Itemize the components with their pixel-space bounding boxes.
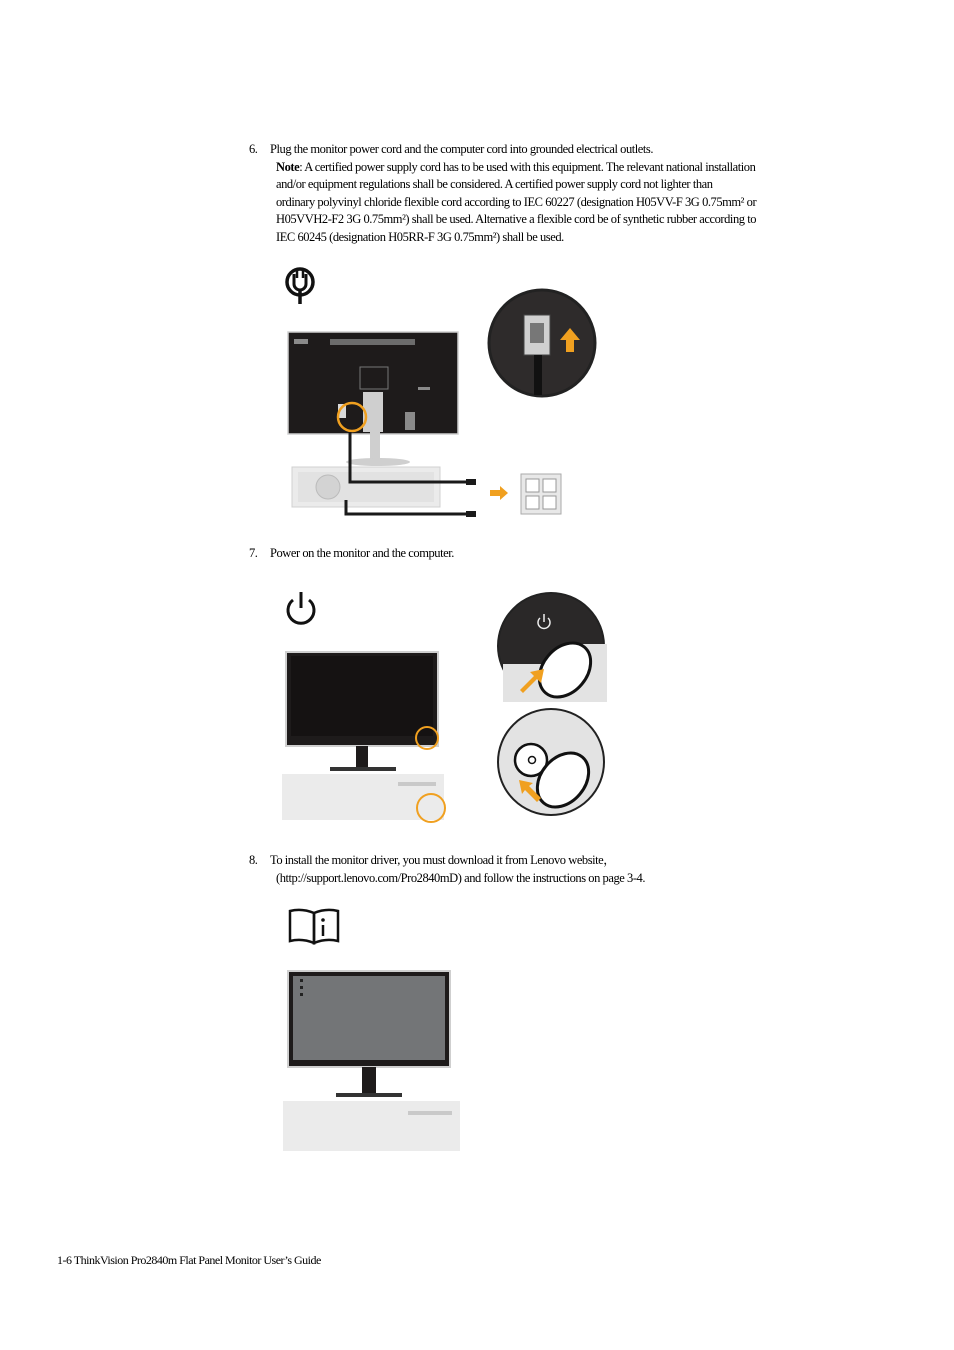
step-number: 6. [249, 142, 258, 156]
note-paragraph [276, 159, 879, 247]
step-url-line: (http://support.lenovo.com/Pro2840mD) and follow the instructions on page 3-4. [276, 870, 646, 885]
step-text: To install the monitor driver, you must download it from Lenovo website， [270, 853, 616, 867]
step-number: 7. [249, 546, 258, 560]
driver-install-figure [280, 905, 465, 1155]
note-line: ordinary polyvinyl chloride flexible cord according to IEC 60227 (designation H05VV-F 3G 0.75mm² or [276, 194, 757, 209]
arrow-icon [490, 486, 508, 500]
note-line: and/or equipment regulations shall be considered. A certified power supply cord not lighter than [276, 177, 713, 192]
power-button-icon [288, 592, 314, 623]
step-7 [249, 545, 879, 563]
step-text: Power on the monitor and the computer. [270, 546, 454, 560]
step-text: Plug the monitor power cord and the computer cord into grounded electrical outlets. [270, 142, 654, 156]
step-8 [249, 852, 879, 887]
monitor-front-illustration [288, 971, 450, 1097]
note-line: H05VVH2-F2 3G 0.75mm²) shall be used. Alternative a flexible cord be of synthetic rubber according to [276, 212, 757, 227]
connector-detail-circle [486, 287, 598, 399]
power-plug-icon [287, 269, 313, 304]
computer-tower-illustration [283, 1101, 460, 1151]
monitor-back-illustration [288, 332, 458, 466]
page-footer: 1-6 ThinkVision Pro2840m Flat Panel Monitor User’s Guide [57, 1253, 321, 1267]
monitor-button-detail [495, 590, 607, 702]
note-line: IEC 60245 (designation H05RR-F 3G 0.75mm²) shall be used. [276, 229, 564, 244]
electrical-outlet-illustration [521, 474, 561, 514]
computer-button-detail [495, 706, 607, 818]
step-number: 8. [249, 853, 258, 867]
info-book-icon [290, 910, 338, 943]
computer-tower-illustration [282, 774, 444, 820]
step-6 [249, 141, 879, 247]
computer-tower-illustration [292, 467, 440, 507]
note-label: Note [276, 159, 300, 174]
monitor-front-illustration [286, 652, 438, 771]
power-on-figure [280, 588, 455, 828]
note-line: : A certified power supply cord has to be used with this equipment. The relevant national installation [299, 159, 756, 174]
